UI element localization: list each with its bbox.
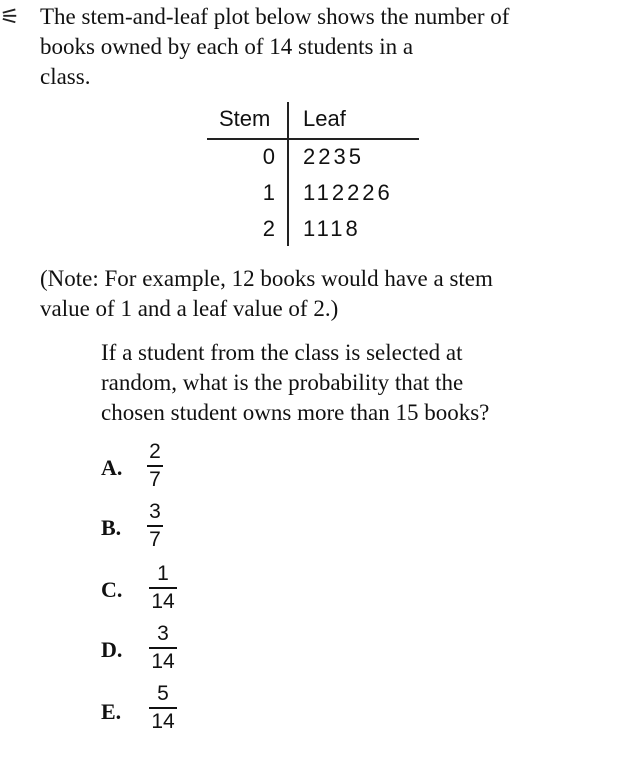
stem-value: 2	[262, 216, 275, 241]
leaf-values: 2235	[303, 144, 364, 169]
fraction-denominator: 14	[151, 649, 175, 673]
fraction-bar	[149, 707, 177, 709]
choice-letter: C.	[101, 577, 123, 602]
choice-d[interactable]	[101, 623, 301, 679]
fraction-denominator: 7	[149, 527, 161, 551]
choice-fraction	[149, 683, 177, 733]
question-line: If a student from the class is selected at	[101, 340, 463, 365]
stem-value: 0	[262, 144, 275, 169]
intro-line: The stem-and-leaf plot below shows the number of	[40, 4, 510, 29]
fraction-numerator: 5	[157, 682, 169, 705]
choice-letter: B.	[101, 515, 122, 540]
plot-row	[207, 180, 419, 208]
intro-line: class.	[40, 64, 91, 89]
choice-letter: D.	[101, 637, 123, 662]
fraction-bar	[147, 525, 163, 527]
stem-value: 1	[262, 180, 275, 205]
plot-divider-horizontal	[207, 138, 419, 140]
plot-row	[207, 216, 419, 244]
fraction-numerator: 3	[149, 500, 161, 523]
note-line: value of 1 and a leaf value of 2.)	[40, 296, 339, 321]
fraction-numerator: 1	[157, 562, 169, 585]
stem-and-leaf-plot	[207, 100, 419, 250]
choice-a[interactable]	[101, 441, 301, 497]
choice-fraction	[149, 563, 177, 613]
fraction-bar	[149, 587, 177, 589]
problem-intro	[40, 2, 600, 92]
fraction-numerator: 3	[157, 622, 169, 645]
fraction-denominator: 14	[151, 709, 175, 733]
fraction-bar	[147, 465, 163, 467]
choice-fraction	[149, 623, 177, 673]
bullet-marker-icon: ⚟	[0, 4, 20, 29]
plot-row	[207, 144, 419, 172]
fraction-bar	[149, 647, 177, 649]
choice-e[interactable]	[101, 683, 301, 739]
note-line: (Note: For example, 12 books would have a stem	[40, 266, 493, 291]
leaf-values: 1118	[303, 216, 361, 241]
choice-c[interactable]	[101, 563, 301, 619]
choice-letter: A.	[101, 455, 123, 480]
fraction-denominator: 14	[151, 589, 175, 613]
leaf-values: 112226	[303, 180, 393, 205]
choice-b[interactable]	[101, 501, 301, 557]
intro-line: books owned by each of 14 students in a	[40, 34, 414, 59]
leaf-header: Leaf	[303, 106, 346, 131]
choice-fraction	[147, 501, 163, 551]
choice-letter: E.	[101, 699, 122, 724]
question-line: chosen student owns more than 15 books?	[101, 400, 490, 425]
fraction-numerator: 2	[149, 440, 161, 463]
fraction-denominator: 7	[149, 467, 161, 491]
stem-header: Stem	[219, 106, 271, 131]
example-note	[40, 264, 600, 324]
question-text	[101, 338, 601, 428]
question-line: random, what is the probability that the	[101, 370, 464, 395]
choice-fraction	[147, 441, 163, 491]
